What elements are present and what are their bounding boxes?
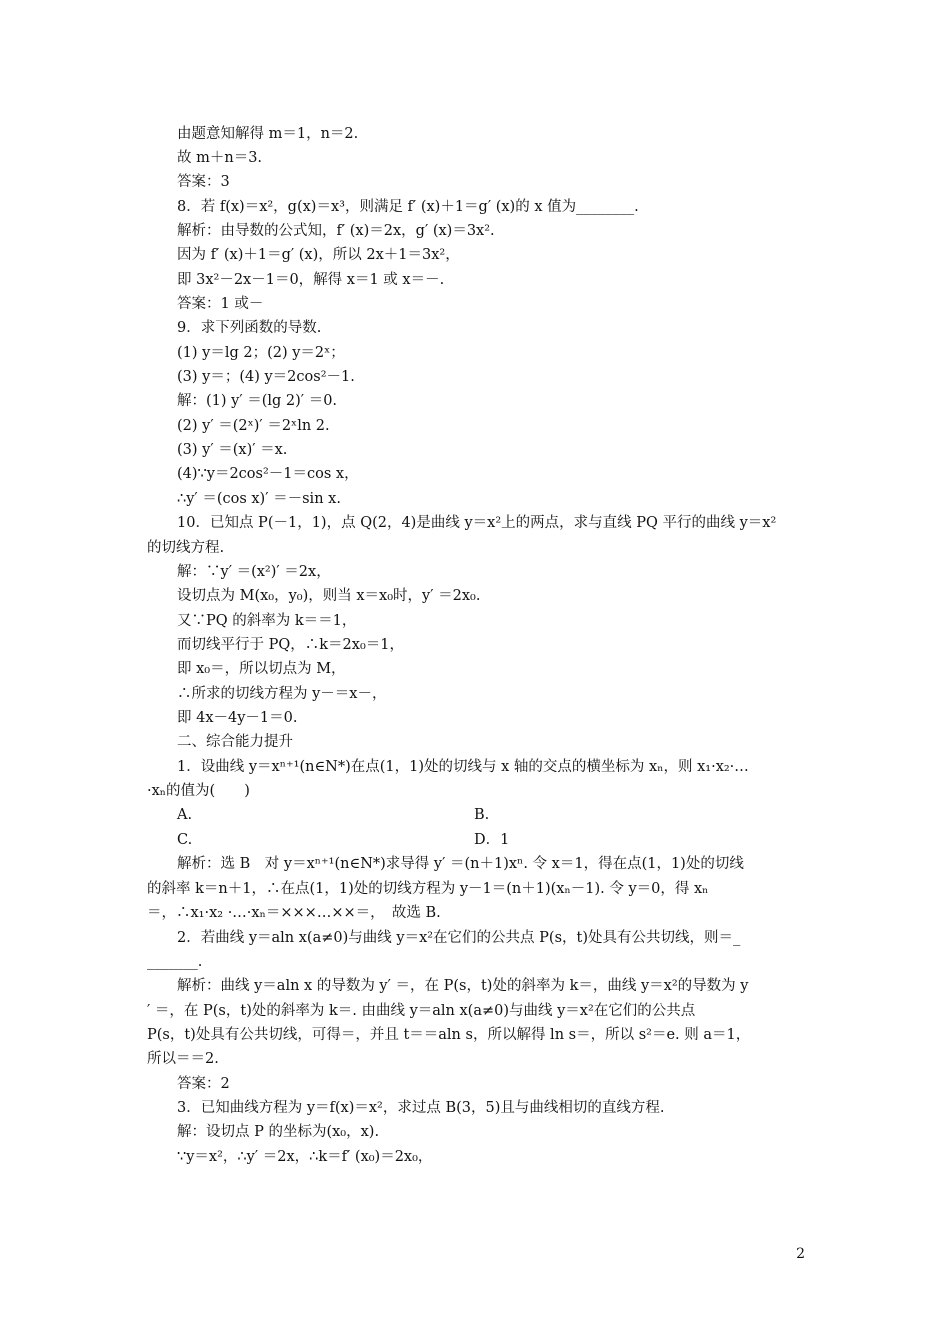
text-line: P(s，t)处具有公共切线，可得＝，并且 t＝＝aln s，所以解得 ln s＝，所以 s²＝e. 则 a＝1， (147, 1027, 751, 1043)
option-row (177, 803, 817, 827)
text-line: ∴所求的切线方程为 y－＝x－， (177, 686, 387, 702)
text-line: 由题意知解得 m＝1，n＝2. (177, 126, 359, 142)
text-line: (2) y′ ＝(2ˣ)′ ＝2ˣln 2. (177, 418, 330, 434)
text-line: 解析：选 B 对 y＝xⁿ⁺¹(n∈N*)求导得 y′ ＝(n＋1)xⁿ. 令 x＝1，得在点(1，1)处的切线 (177, 856, 744, 872)
text-line: 解析：曲线 y＝aln x 的导数为 y′ ＝，在 P(s，t)处的斜率为 k＝，曲线 y＝x²的导数为 y (177, 978, 749, 994)
text-line: _______. (147, 954, 203, 970)
text-line: 的切线方程. (147, 540, 225, 556)
text-line: ·xₙ的值为( ) (147, 783, 250, 799)
question-3: 3．已知曲线方程为 y＝f(x)＝x²，求过点 B(3，5)且与曲线相切的直线方程. (177, 1100, 665, 1116)
text-line: 又∵PQ 的斜率为 k＝＝1， (177, 613, 357, 629)
question-9: 9．求下列函数的导数. (177, 320, 322, 336)
text-line: (4)∵y＝2cos²－1＝cos x， (177, 466, 359, 482)
option-b: B. (474, 807, 490, 823)
text-line: ∵y＝x²，∴y′ ＝2x，∴k＝f′ (x₀)＝2x₀， (177, 1149, 433, 1165)
question-1: 1．设曲线 y＝xⁿ⁺¹(n∈N*)在点(1，1)处的切线与 x 轴的交点的横坐标为 xₙ，则 x₁·x₂·… (177, 759, 749, 775)
option-row (177, 828, 817, 852)
text-line: ＝，∴x₁·x₂ ·…·xₙ＝×××…××＝， 故选 B. (147, 905, 441, 921)
section-heading: 二、综合能力提升 (177, 734, 293, 750)
question-2: 2．若曲线 y＝aln x(a≠0)与曲线 y＝x²在它们的公共点 P(s，t)处具有公共切线，则＝_ (177, 930, 741, 946)
option-a: A. (177, 807, 193, 823)
page-number: 2 (796, 1246, 805, 1262)
text-line: 解：设切点 P 的坐标为(x₀，x). (177, 1124, 380, 1140)
text-line: (3) y＝；(4) y＝2cos²－1. (177, 369, 355, 385)
text-line: 解：(1) y′ ＝(lg 2)′ ＝0. (177, 393, 338, 409)
text-line: 解：∵y′ ＝(x²)′ ＝2x， (177, 564, 331, 580)
text-line: 答案：3 (177, 174, 230, 190)
text-line: 即 4x－4y－1＝0. (177, 710, 298, 726)
text-line: 答案：2 (177, 1076, 230, 1092)
text-line: ∴y′ ＝(cos x)′ ＝－sin x. (177, 491, 341, 507)
question-10: 10．已知点 P(－1，1)，点 Q(2，4)是曲线 y＝x²上的两点，求与直线 PQ 平行的曲线 y＝x² (177, 515, 777, 531)
text-line: 即 3x²－2x－1＝0，解得 x＝1 或 x＝－. (177, 272, 445, 288)
text-line: (3) y′ ＝(x)′ ＝x. (177, 442, 288, 458)
text-line: 而切线平行于 PQ，∴k＝2x₀＝1， (177, 637, 404, 653)
text-line: 设切点为 M(x₀，y₀)，则当 x＝x₀时，y′ ＝2x₀. (177, 588, 481, 604)
text-line: 解析：由导数的公式知，f′ (x)＝2x，g′ (x)＝3x². (177, 223, 495, 239)
text-line: 因为 f′ (x)＋1＝g′ (x)，所以 2x＋1＝3x²， (177, 247, 460, 263)
text-line: 的斜率 k＝n＋1，∴在点(1，1)处的切线方程为 y－1＝(n＋1)(xₙ－1). 令 y＝0，得 xₙ (147, 881, 709, 897)
text-line: 故 m＋n＝3. (177, 150, 263, 166)
option-d: D．1 (474, 832, 510, 848)
text-line: 答案：1 或－ (177, 296, 264, 312)
text-line: 所以＝＝2. (147, 1051, 219, 1067)
text-line: (1) y＝lg 2；(2) y＝2ˣ； (177, 345, 345, 361)
option-c: C. (177, 832, 193, 848)
text-line: 即 x₀＝，所以切点为 M， (177, 661, 346, 677)
question-8: 8．若 f(x)＝x²，g(x)＝x³，则满足 f′ (x)＋1＝g′ (x)的 x 值为________. (177, 199, 639, 215)
text-line: ′ ＝，在 P(s，t)处的斜率为 k＝. 由曲线 y＝aln x(a≠0)与曲线 y＝x²在它们的公共点 (147, 1003, 696, 1019)
